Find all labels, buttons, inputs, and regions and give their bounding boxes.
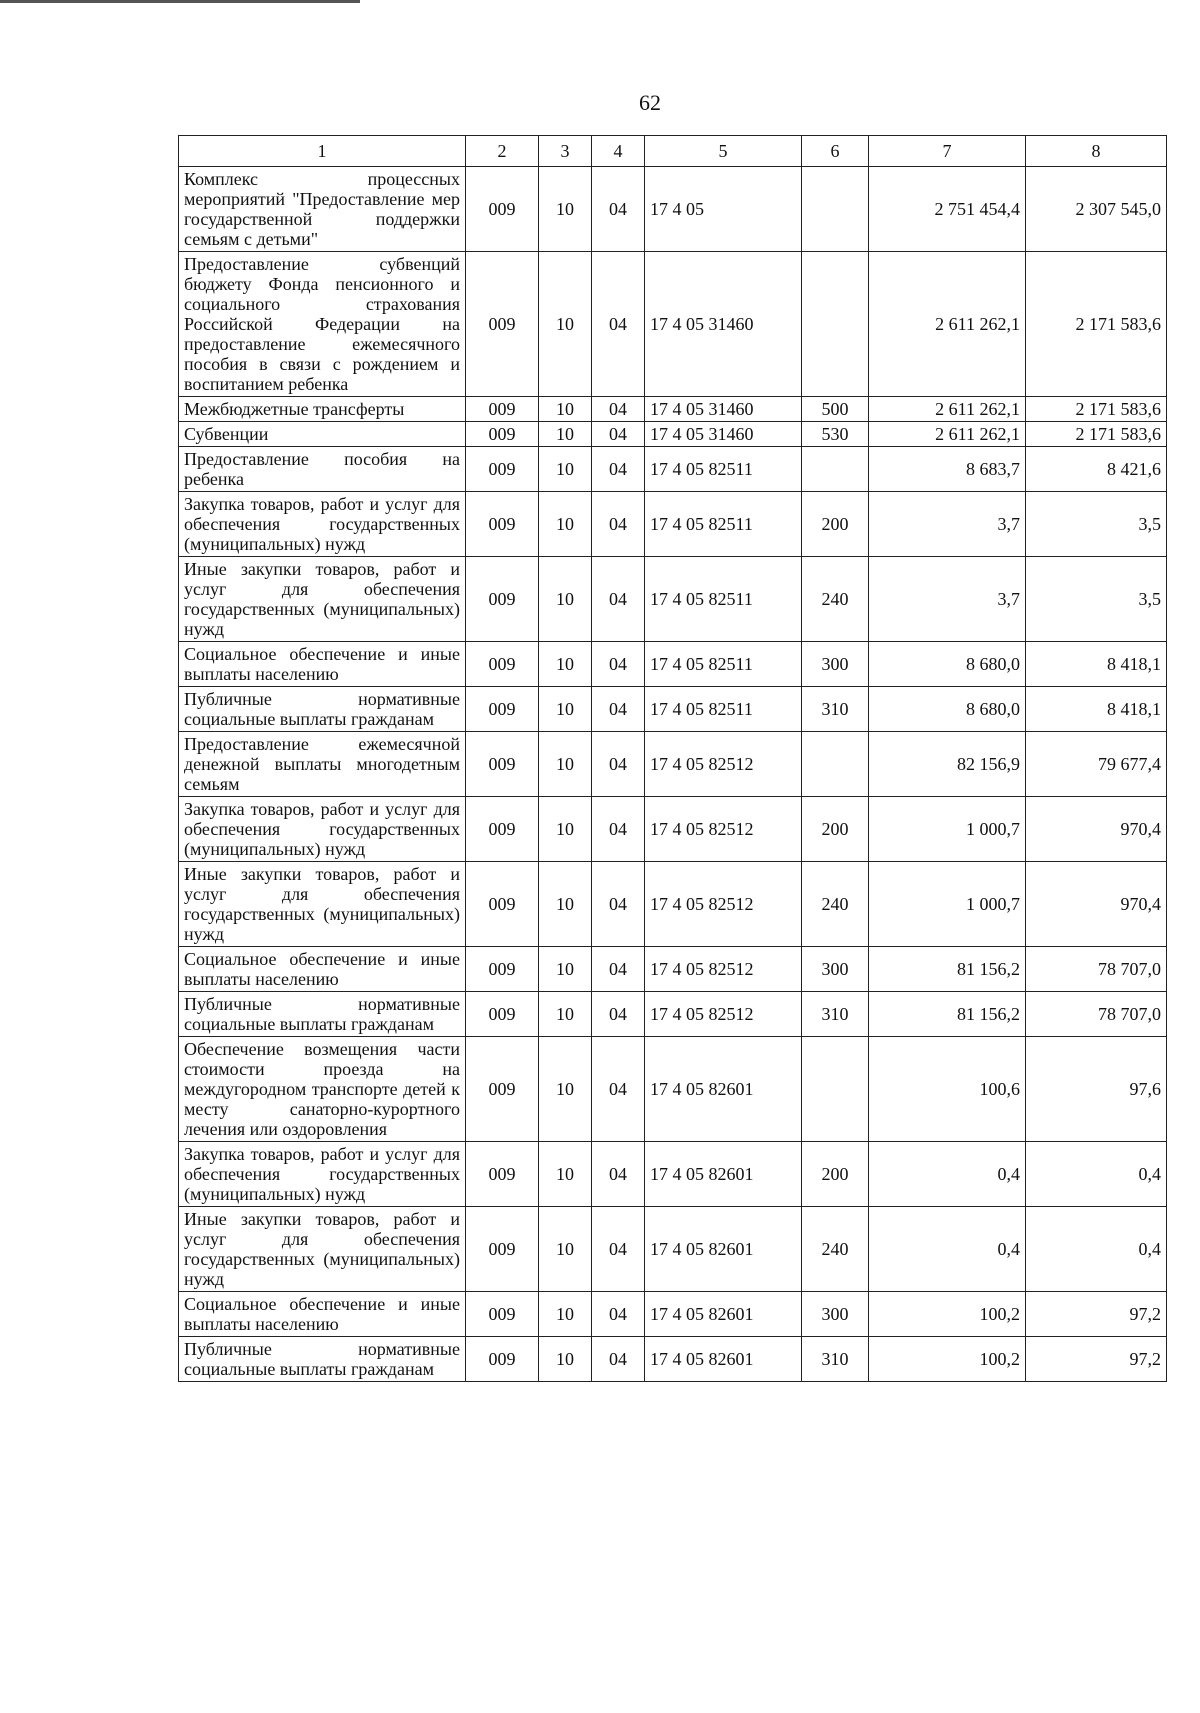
cell-rz: 10 xyxy=(539,947,592,992)
cell-name: Закупка товаров, работ и услуг для обеспечения государственных (муниципальных) нужд xyxy=(179,492,466,557)
cell-sum1: 8 683,7 xyxy=(869,447,1026,492)
cell-csr: 17 4 05 xyxy=(645,167,802,252)
table-row xyxy=(179,492,1167,557)
cell-grbs: 009 xyxy=(466,1037,539,1142)
table-row xyxy=(179,947,1167,992)
cell-rz: 10 xyxy=(539,422,592,447)
column-header-3: 3 xyxy=(539,136,592,167)
cell-sum2: 3,5 xyxy=(1026,492,1167,557)
table-row xyxy=(179,992,1167,1037)
column-header-5: 5 xyxy=(645,136,802,167)
cell-pr: 04 xyxy=(592,1207,645,1292)
cell-sum2: 970,4 xyxy=(1026,797,1167,862)
cell-sum2: 97,2 xyxy=(1026,1337,1167,1382)
table-row xyxy=(179,687,1167,732)
cell-csr: 17 4 05 82512 xyxy=(645,797,802,862)
cell-grbs: 009 xyxy=(466,492,539,557)
cell-rz: 10 xyxy=(539,1207,592,1292)
table-row xyxy=(179,422,1167,447)
cell-vr: 500 xyxy=(802,397,869,422)
cell-grbs: 009 xyxy=(466,447,539,492)
cell-pr: 04 xyxy=(592,642,645,687)
cell-sum1: 2 611 262,1 xyxy=(869,422,1026,447)
cell-rz: 10 xyxy=(539,1142,592,1207)
cell-name: Комплекс процессных мероприятий "Предоставление мер государственной поддержки семьям с детьми" xyxy=(179,167,466,252)
cell-sum2: 78 707,0 xyxy=(1026,947,1167,992)
cell-sum1: 0,4 xyxy=(869,1142,1026,1207)
cell-vr: 310 xyxy=(802,687,869,732)
cell-vr: 200 xyxy=(802,1142,869,1207)
cell-grbs: 009 xyxy=(466,397,539,422)
cell-rz: 10 xyxy=(539,862,592,947)
cell-rz: 10 xyxy=(539,1037,592,1142)
cell-sum1: 82 156,9 xyxy=(869,732,1026,797)
cell-rz: 10 xyxy=(539,252,592,397)
cell-name: Социальное обеспечение и иные выплаты населению xyxy=(179,1292,466,1337)
table-row xyxy=(179,1292,1167,1337)
cell-pr: 04 xyxy=(592,797,645,862)
cell-name: Субвенции xyxy=(179,422,466,447)
cell-vr: 530 xyxy=(802,422,869,447)
cell-vr: 310 xyxy=(802,992,869,1037)
cell-csr: 17 4 05 82601 xyxy=(645,1337,802,1382)
cell-csr: 17 4 05 82511 xyxy=(645,557,802,642)
cell-name: Иные закупки товаров, работ и услуг для обеспечения государственных (муниципальных) нужд xyxy=(179,557,466,642)
cell-csr: 17 4 05 82512 xyxy=(645,947,802,992)
cell-name: Социальное обеспечение и иные выплаты населению xyxy=(179,642,466,687)
cell-rz: 10 xyxy=(539,1292,592,1337)
header-row xyxy=(179,136,1167,167)
cell-name: Обеспечение возмещения части стоимости проезда на междугородном транспорте детей к месту санаторно-курортного лечения или оздоровления xyxy=(179,1037,466,1142)
cell-name: Публичные нормативные социальные выплаты гражданам xyxy=(179,1337,466,1382)
table-row xyxy=(179,1142,1167,1207)
cell-pr: 04 xyxy=(592,422,645,447)
table-row xyxy=(179,557,1167,642)
cell-sum1: 3,7 xyxy=(869,492,1026,557)
cell-pr: 04 xyxy=(592,862,645,947)
cell-rz: 10 xyxy=(539,397,592,422)
cell-name: Предоставление пособия на ребенка xyxy=(179,447,466,492)
cell-pr: 04 xyxy=(592,492,645,557)
cell-sum2: 3,5 xyxy=(1026,557,1167,642)
cell-csr: 17 4 05 82512 xyxy=(645,992,802,1037)
cell-sum2: 970,4 xyxy=(1026,862,1167,947)
cell-name: Иные закупки товаров, работ и услуг для обеспечения государственных (муниципальных) нужд xyxy=(179,1207,466,1292)
column-header-4: 4 xyxy=(592,136,645,167)
cell-vr xyxy=(802,252,869,397)
cell-grbs: 009 xyxy=(466,167,539,252)
cell-pr: 04 xyxy=(592,947,645,992)
cell-grbs: 009 xyxy=(466,557,539,642)
cell-vr: 300 xyxy=(802,642,869,687)
cell-grbs: 009 xyxy=(466,1337,539,1382)
column-header-7: 7 xyxy=(869,136,1026,167)
cell-rz: 10 xyxy=(539,687,592,732)
cell-sum2: 2 171 583,6 xyxy=(1026,422,1167,447)
cell-pr: 04 xyxy=(592,557,645,642)
cell-grbs: 009 xyxy=(466,252,539,397)
cell-sum2: 8 418,1 xyxy=(1026,687,1167,732)
cell-name: Публичные нормативные социальные выплаты гражданам xyxy=(179,992,466,1037)
cell-grbs: 009 xyxy=(466,1142,539,1207)
cell-csr: 17 4 05 82512 xyxy=(645,732,802,797)
cell-sum1: 2 611 262,1 xyxy=(869,397,1026,422)
cell-grbs: 009 xyxy=(466,947,539,992)
cell-rz: 10 xyxy=(539,642,592,687)
cell-grbs: 009 xyxy=(466,992,539,1037)
cell-grbs: 009 xyxy=(466,797,539,862)
cell-vr: 240 xyxy=(802,862,869,947)
cell-grbs: 009 xyxy=(466,642,539,687)
cell-sum1: 100,6 xyxy=(869,1037,1026,1142)
cell-sum1: 2 611 262,1 xyxy=(869,252,1026,397)
cell-sum1: 100,2 xyxy=(869,1292,1026,1337)
cell-rz: 10 xyxy=(539,167,592,252)
cell-csr: 17 4 05 82511 xyxy=(645,642,802,687)
cell-vr: 310 xyxy=(802,1337,869,1382)
page-number: 62 xyxy=(639,90,661,115)
cell-rz: 10 xyxy=(539,797,592,862)
cell-grbs: 009 xyxy=(466,687,539,732)
cell-csr: 17 4 05 82512 xyxy=(645,862,802,947)
cell-pr: 04 xyxy=(592,1142,645,1207)
cell-pr: 04 xyxy=(592,397,645,422)
column-header-1: 1 xyxy=(179,136,466,167)
table-row xyxy=(179,862,1167,947)
cell-sum2: 79 677,4 xyxy=(1026,732,1167,797)
cell-name: Предоставление субвенций бюджету Фонда пенсионного и социального страхования Российской Федерации на предоставление ежемесячного пособия в связи с рождением и воспитанием ребенка xyxy=(179,252,466,397)
cell-vr: 200 xyxy=(802,492,869,557)
cell-sum1: 0,4 xyxy=(869,1207,1026,1292)
cell-sum2: 2 307 545,0 xyxy=(1026,167,1167,252)
cell-rz: 10 xyxy=(539,492,592,557)
cell-sum1: 3,7 xyxy=(869,557,1026,642)
cell-name: Межбюджетные трансферты xyxy=(179,397,466,422)
cell-pr: 04 xyxy=(592,732,645,797)
cell-pr: 04 xyxy=(592,1037,645,1142)
cell-sum2: 0,4 xyxy=(1026,1207,1167,1292)
table-row xyxy=(179,167,1167,252)
table-row xyxy=(179,732,1167,797)
cell-vr: 240 xyxy=(802,1207,869,1292)
cell-sum2: 8 418,1 xyxy=(1026,642,1167,687)
cell-name: Предоставление ежемесячной денежной выплаты многодетным семьям xyxy=(179,732,466,797)
cell-csr: 17 4 05 31460 xyxy=(645,422,802,447)
table-row xyxy=(179,252,1167,397)
cell-name: Закупка товаров, работ и услуг для обеспечения государственных (муниципальных) нужд xyxy=(179,797,466,862)
cell-vr: 300 xyxy=(802,947,869,992)
cell-vr: 200 xyxy=(802,797,869,862)
cell-csr: 17 4 05 82511 xyxy=(645,687,802,732)
cell-csr: 17 4 05 82601 xyxy=(645,1142,802,1207)
budget-table xyxy=(178,135,1167,1382)
cell-sum1: 1 000,7 xyxy=(869,862,1026,947)
cell-name: Публичные нормативные социальные выплаты гражданам xyxy=(179,687,466,732)
cell-csr: 17 4 05 82601 xyxy=(645,1292,802,1337)
table-row xyxy=(179,1337,1167,1382)
cell-vr xyxy=(802,732,869,797)
cell-pr: 04 xyxy=(592,1337,645,1382)
cell-sum1: 100,2 xyxy=(869,1337,1026,1382)
cell-rz: 10 xyxy=(539,732,592,797)
cell-grbs: 009 xyxy=(466,422,539,447)
table-row xyxy=(179,397,1167,422)
cell-sum2: 0,4 xyxy=(1026,1142,1167,1207)
cell-sum1: 81 156,2 xyxy=(869,947,1026,992)
cell-pr: 04 xyxy=(592,167,645,252)
table-body xyxy=(179,167,1167,1382)
cell-sum2: 78 707,0 xyxy=(1026,992,1167,1037)
cell-csr: 17 4 05 82601 xyxy=(645,1037,802,1142)
cell-csr: 17 4 05 31460 xyxy=(645,397,802,422)
cell-csr: 17 4 05 82511 xyxy=(645,492,802,557)
table-row xyxy=(179,797,1167,862)
cell-pr: 04 xyxy=(592,687,645,732)
cell-name: Иные закупки товаров, работ и услуг для обеспечения государственных (муниципальных) нужд xyxy=(179,862,466,947)
cell-grbs: 009 xyxy=(466,1207,539,1292)
cell-grbs: 009 xyxy=(466,732,539,797)
cell-sum2: 8 421,6 xyxy=(1026,447,1167,492)
cell-vr xyxy=(802,1037,869,1142)
cell-sum1: 2 751 454,4 xyxy=(869,167,1026,252)
cell-sum2: 97,6 xyxy=(1026,1037,1167,1142)
cell-sum2: 97,2 xyxy=(1026,1292,1167,1337)
cell-csr: 17 4 05 31460 xyxy=(645,252,802,397)
cell-sum2: 2 171 583,6 xyxy=(1026,397,1167,422)
scan-top-rule xyxy=(0,0,360,3)
cell-vr: 240 xyxy=(802,557,869,642)
cell-vr xyxy=(802,447,869,492)
cell-sum1: 8 680,0 xyxy=(869,687,1026,732)
table-row xyxy=(179,642,1167,687)
table-row xyxy=(179,447,1167,492)
table-row xyxy=(179,1207,1167,1292)
cell-csr: 17 4 05 82601 xyxy=(645,1207,802,1292)
cell-vr: 300 xyxy=(802,1292,869,1337)
cell-rz: 10 xyxy=(539,557,592,642)
cell-rz: 10 xyxy=(539,992,592,1037)
cell-grbs: 009 xyxy=(466,1292,539,1337)
cell-vr xyxy=(802,167,869,252)
cell-sum1: 1 000,7 xyxy=(869,797,1026,862)
cell-rz: 10 xyxy=(539,1337,592,1382)
table-row xyxy=(179,1037,1167,1142)
cell-pr: 04 xyxy=(592,992,645,1037)
cell-pr: 04 xyxy=(592,1292,645,1337)
column-header-6: 6 xyxy=(802,136,869,167)
cell-grbs: 009 xyxy=(466,862,539,947)
cell-name: Закупка товаров, работ и услуг для обеспечения государственных (муниципальных) нужд xyxy=(179,1142,466,1207)
column-header-2: 2 xyxy=(466,136,539,167)
cell-sum2: 2 171 583,6 xyxy=(1026,252,1167,397)
cell-rz: 10 xyxy=(539,447,592,492)
cell-csr: 17 4 05 82511 xyxy=(645,447,802,492)
cell-name: Социальное обеспечение и иные выплаты населению xyxy=(179,947,466,992)
column-header-8: 8 xyxy=(1026,136,1167,167)
cell-pr: 04 xyxy=(592,252,645,397)
cell-sum1: 8 680,0 xyxy=(869,642,1026,687)
cell-sum1: 81 156,2 xyxy=(869,992,1026,1037)
cell-pr: 04 xyxy=(592,447,645,492)
